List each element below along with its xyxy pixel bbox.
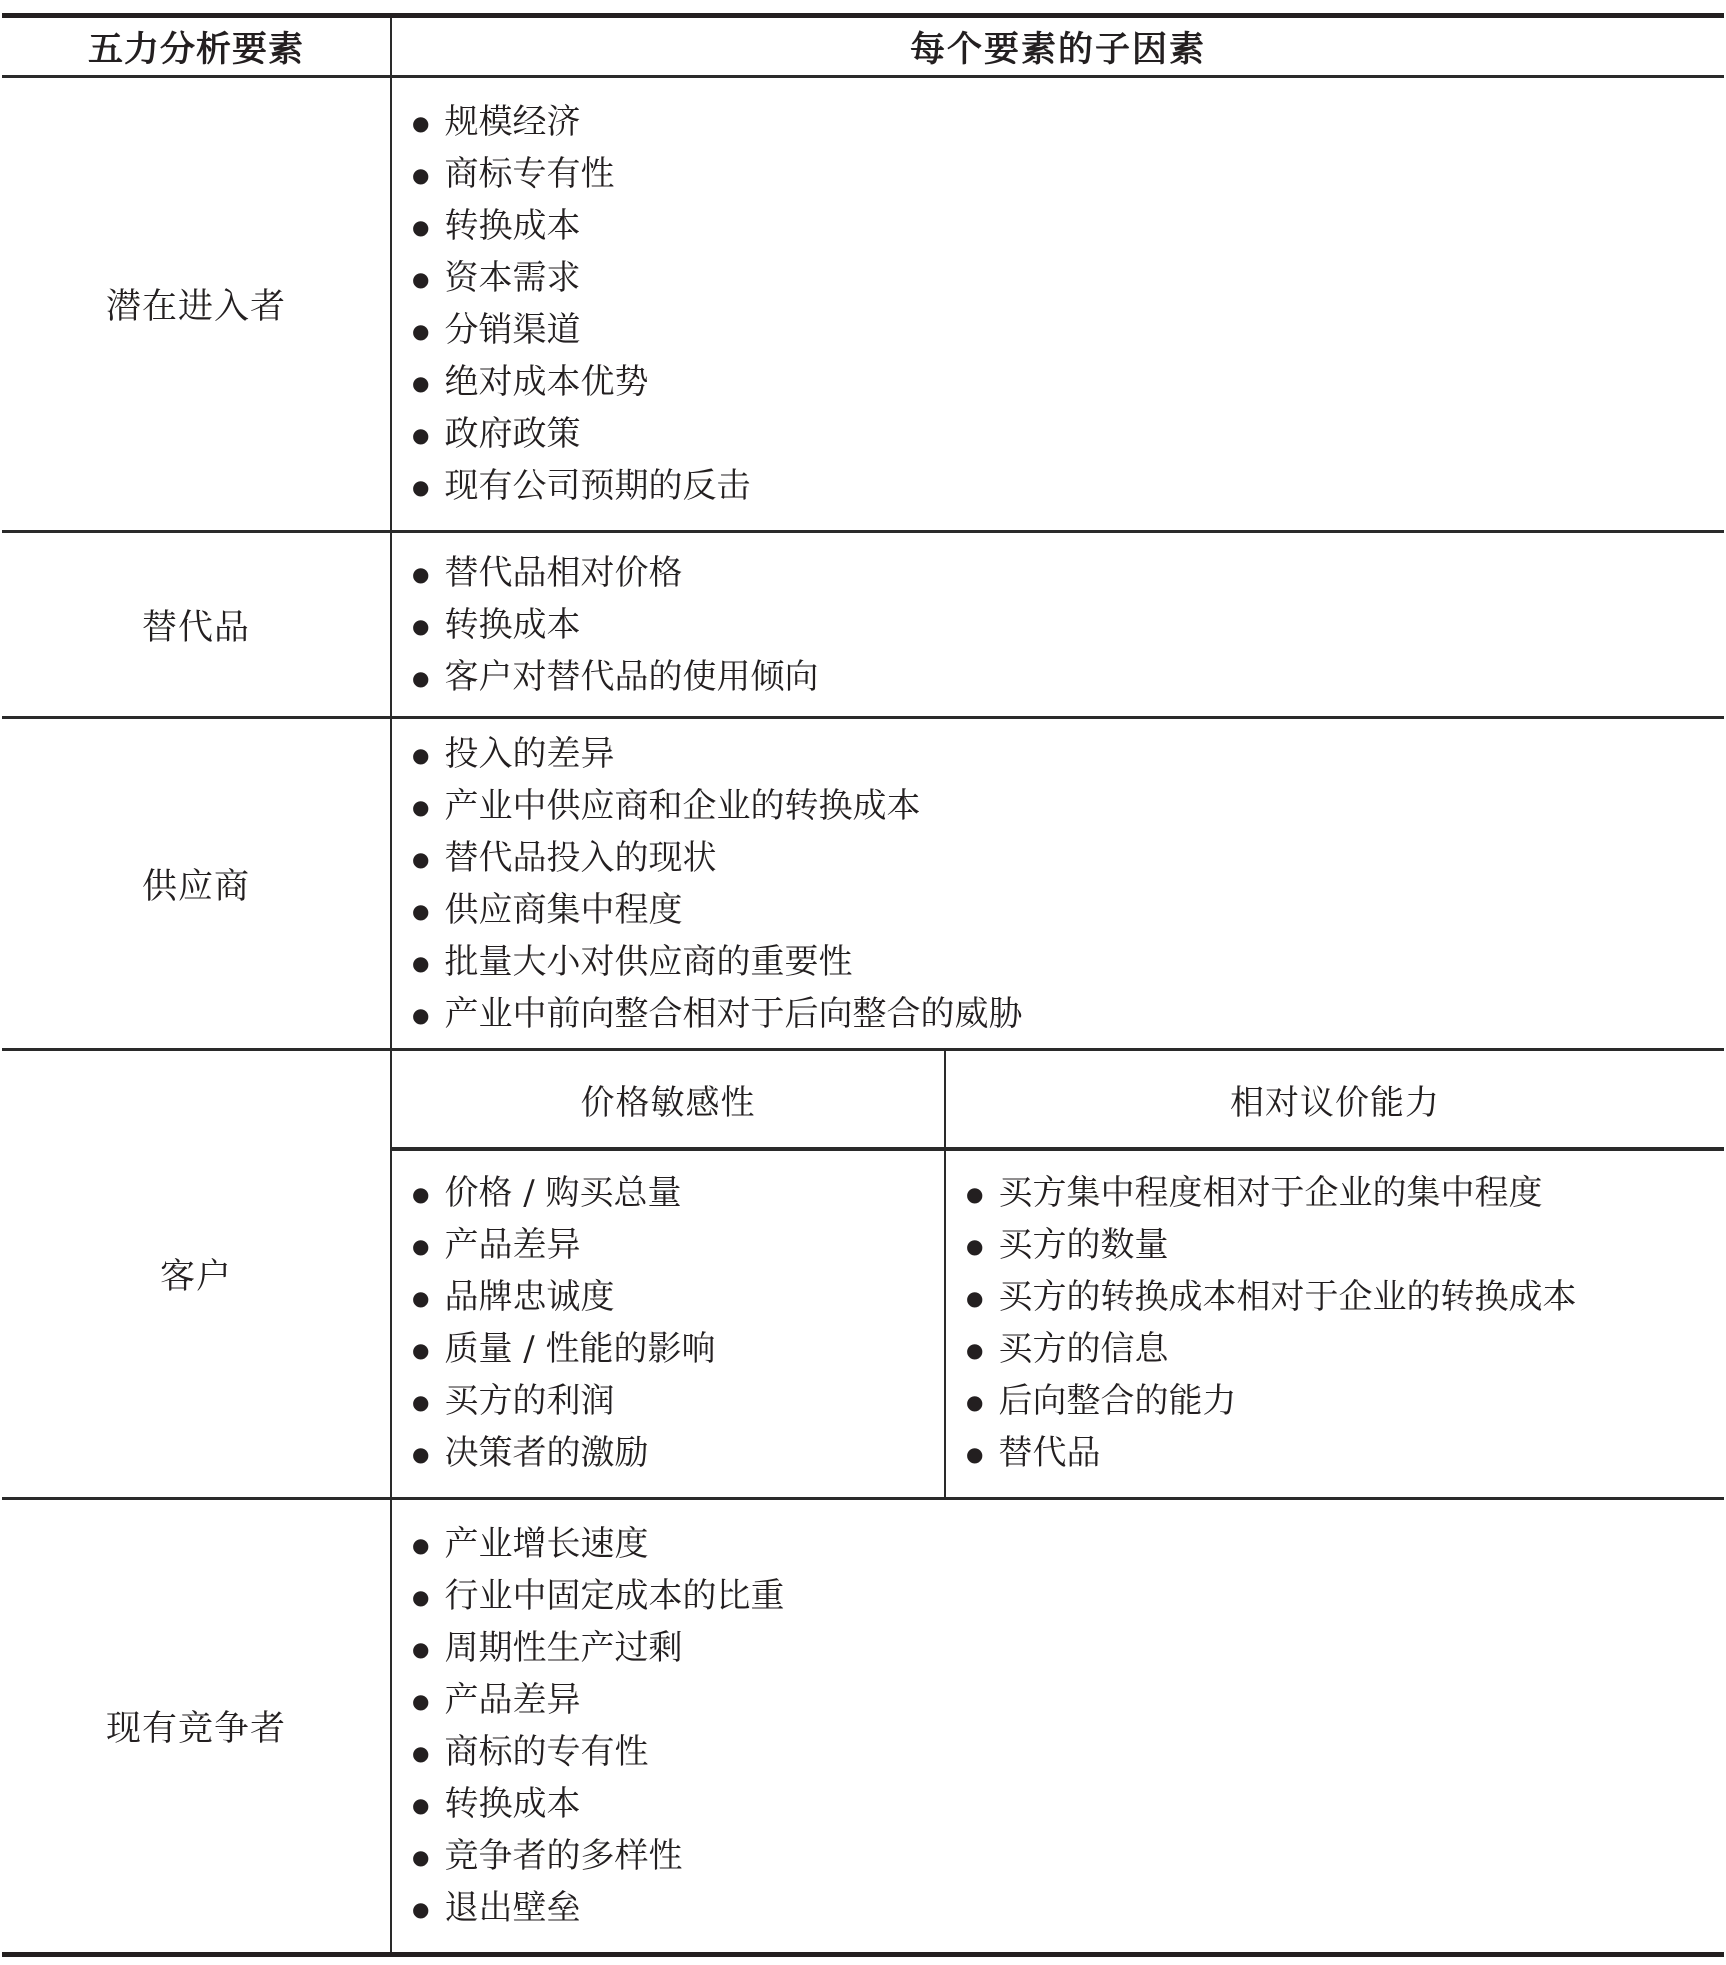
row-items: [390, 719, 1724, 1048]
bullet-icon: ●: [412, 899, 430, 923]
item-text: 后向整合的能力: [998, 1381, 1237, 1421]
row-label: 供应商: [141, 866, 250, 907]
list-item: [412, 1570, 1714, 1622]
item-text: 资本需求: [444, 258, 581, 298]
list-item: [966, 1219, 1714, 1271]
list-item: [412, 1219, 934, 1271]
list-item: [412, 884, 1714, 936]
item-text: 质量 / 性能的影响: [444, 1329, 716, 1369]
list-item: [966, 1323, 1714, 1375]
item-text: 价格 / 购买总量: [444, 1173, 682, 1213]
bullet-icon: ●: [412, 267, 430, 291]
row-label: 现有竞争者: [105, 1709, 286, 1749]
bullet-icon: ●: [412, 1390, 430, 1414]
item-text: 商标的专有性: [444, 1732, 649, 1772]
item-text: 产业中前向整合相对于后向整合的威胁: [444, 994, 1023, 1034]
item-text: 买方集中程度相对于企业的集中程度: [998, 1173, 1543, 1213]
row-label: 客户: [159, 1257, 232, 1297]
item-text: 商标专有性: [444, 154, 615, 194]
bullet-icon: ●: [412, 1533, 430, 1557]
bullet-icon: ●: [412, 475, 430, 499]
list-item: [412, 547, 1714, 599]
header-subfactors: 每个要素的子因素: [390, 18, 1724, 75]
list-item: [412, 1726, 1714, 1778]
bullet-icon: ●: [412, 1286, 430, 1310]
table-row-customers: [2, 1048, 1724, 1497]
list-item: [412, 651, 1714, 703]
bullet-icon: ●: [412, 795, 430, 819]
bullet-icon: ●: [412, 1234, 430, 1258]
row-label: 潜在进入者: [105, 287, 286, 327]
bullet-icon: ●: [966, 1338, 984, 1362]
list-item: [412, 356, 1714, 408]
bullet-icon: ●: [412, 1003, 430, 1027]
bullet-icon: ●: [412, 614, 430, 638]
list-item: [412, 936, 1714, 988]
bullet-icon: ●: [412, 743, 430, 767]
item-text: 投入的差异: [444, 734, 615, 774]
list-item: [412, 1518, 1714, 1570]
list-item: [412, 252, 1714, 304]
item-text: 产品差异: [444, 1225, 581, 1265]
list-item: [412, 1882, 1714, 1934]
item-text: 替代品投入的现状: [444, 838, 717, 878]
bullet-icon: ●: [412, 371, 430, 395]
list-item: [412, 1830, 1714, 1882]
table-row-substitutes: [2, 530, 1724, 716]
bullet-icon: ●: [412, 319, 430, 343]
bullet-icon: ●: [412, 1585, 430, 1609]
list-item: [412, 1427, 934, 1479]
table-row-entrants: [2, 75, 1724, 530]
customers-split: [390, 1051, 1724, 1497]
item-text: 决策者的激励: [444, 1433, 649, 1473]
bullet-icon: ●: [966, 1442, 984, 1466]
list-item: [412, 148, 1714, 200]
item-text: 买方的数量: [998, 1225, 1169, 1265]
item-text: 替代品: [998, 1433, 1101, 1473]
list-item: [966, 1375, 1714, 1427]
item-text: 行业中固定成本的比重: [444, 1576, 785, 1616]
bullet-icon: ●: [412, 951, 430, 975]
list-item: [412, 1323, 934, 1375]
item-text: 客户对替代品的使用倾向: [444, 657, 819, 697]
bullet-icon: ●: [412, 1338, 430, 1362]
item-text: 周期性生产过剩: [444, 1628, 683, 1668]
item-text: 规模经济: [444, 102, 581, 142]
row-items: [390, 533, 1724, 716]
list-item: [412, 1167, 934, 1219]
item-text: 分销渠道: [444, 310, 581, 350]
list-item: [412, 460, 1714, 512]
list-item: [412, 408, 1714, 460]
row-items: [390, 78, 1724, 530]
subheader-price-sensitivity: 价格敏感性: [392, 1051, 944, 1151]
item-text: 买方的转换成本相对于企业的转换成本: [998, 1277, 1577, 1317]
price-sensitivity-items: [392, 1151, 944, 1497]
bullet-icon: ●: [412, 562, 430, 586]
item-text: 退出壁垒: [444, 1888, 581, 1928]
table-header-row: [2, 18, 1724, 75]
list-item: [412, 599, 1714, 651]
item-text: 转换成本: [444, 206, 581, 246]
bullet-icon: ●: [412, 1793, 430, 1817]
item-text: 产品差异: [444, 1680, 581, 1720]
list-item: [412, 1622, 1714, 1674]
bullet-icon: ●: [412, 1741, 430, 1765]
item-text: 竞争者的多样性: [444, 1836, 683, 1876]
item-text: 替代品相对价格: [444, 553, 683, 593]
list-item: [412, 96, 1714, 148]
bullet-icon: ●: [412, 666, 430, 690]
row-label: 替代品: [141, 607, 250, 648]
item-text: 产业增长速度: [444, 1524, 649, 1564]
bullet-icon: ●: [966, 1182, 984, 1206]
item-text: 现有公司预期的反击: [444, 466, 751, 506]
bullet-icon: ●: [412, 1897, 430, 1921]
bullet-icon: ●: [412, 163, 430, 187]
header-factor: 五力分析要素: [87, 29, 304, 69]
item-text: 政府政策: [444, 414, 581, 454]
item-text: 转换成本: [444, 1784, 581, 1824]
list-item: [966, 1427, 1714, 1479]
five-forces-table: [2, 13, 1724, 1957]
table-row-rivals: [2, 1497, 1724, 1952]
item-text: 供应商集中程度: [444, 890, 683, 930]
bullet-icon: ●: [412, 1442, 430, 1466]
list-item: [412, 1271, 934, 1323]
item-text: 买方的信息: [998, 1329, 1169, 1369]
bargaining-power-items: [944, 1151, 1724, 1497]
bullet-icon: ●: [412, 1637, 430, 1661]
bullet-icon: ●: [412, 1689, 430, 1713]
list-item: [412, 832, 1714, 884]
bullet-icon: ●: [412, 423, 430, 447]
list-item: [966, 1271, 1714, 1323]
table-row-suppliers: [2, 716, 1724, 1048]
item-text: 产业中供应商和企业的转换成本: [444, 786, 921, 826]
bullet-icon: ●: [966, 1286, 984, 1310]
list-item: [412, 780, 1714, 832]
bullet-icon: ●: [966, 1390, 984, 1414]
bullet-icon: ●: [412, 1182, 430, 1206]
item-text: 绝对成本优势: [444, 362, 649, 402]
bullet-icon: ●: [966, 1234, 984, 1258]
bullet-icon: ●: [412, 111, 430, 135]
item-text: 买方的利润: [444, 1381, 615, 1421]
item-text: 品牌忠诚度: [444, 1277, 615, 1317]
item-text: 批量大小对供应商的重要性: [444, 942, 853, 982]
list-item: [412, 304, 1714, 356]
list-item: [412, 1375, 934, 1427]
list-item: [412, 1778, 1714, 1830]
list-item: [966, 1167, 1714, 1219]
row-items: [390, 1500, 1724, 1952]
subheader-bargaining-power: 相对议价能力: [944, 1051, 1724, 1151]
bullet-icon: ●: [412, 215, 430, 239]
list-item: [412, 988, 1714, 1040]
bullet-icon: ●: [412, 1845, 430, 1869]
item-text: 转换成本: [444, 605, 581, 645]
list-item: [412, 200, 1714, 252]
bullet-icon: ●: [412, 847, 430, 871]
list-item: [412, 728, 1714, 780]
list-item: [412, 1674, 1714, 1726]
